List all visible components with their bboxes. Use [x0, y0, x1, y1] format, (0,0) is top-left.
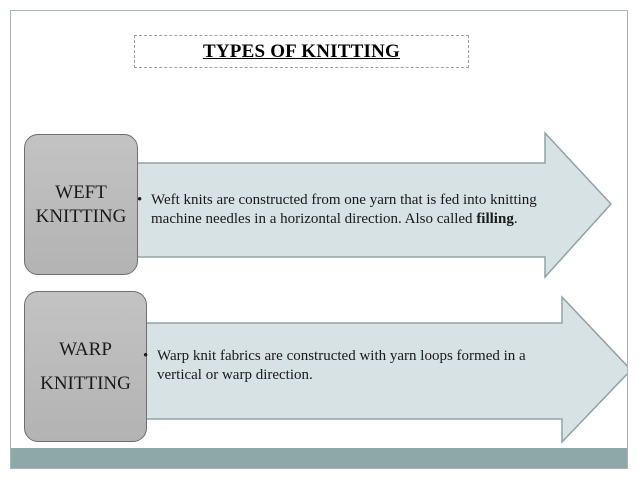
bullet-icon: •	[143, 348, 149, 364]
warp-description-text: Warp knit fabrics are constructed with yarn loops formed in a vertical or warp direction.	[157, 348, 526, 383]
weft-knitting-label	[24, 134, 138, 275]
weft-label-line1: WEFT	[55, 181, 107, 203]
page-title: TYPES OF KNITTING	[203, 40, 400, 62]
title-box	[134, 35, 469, 68]
weft-description	[137, 191, 551, 229]
weft-description-end: .	[513, 211, 518, 227]
warp-label-line2: KNITTING	[40, 372, 131, 394]
bullet-icon: •	[137, 192, 143, 208]
slide	[10, 10, 628, 469]
footer-band	[11, 448, 627, 468]
warp-description	[143, 347, 567, 385]
warp-knitting-label	[24, 291, 147, 442]
warp-label-line1: WARP	[59, 338, 112, 360]
weft-description-bold: filling	[476, 211, 514, 227]
weft-label-line2: KNITTING	[35, 205, 127, 227]
weft-description-text: Weft knits are constructed from one yarn that is fed into knitting machine needles in a horizontal direction. Also called	[151, 192, 537, 227]
